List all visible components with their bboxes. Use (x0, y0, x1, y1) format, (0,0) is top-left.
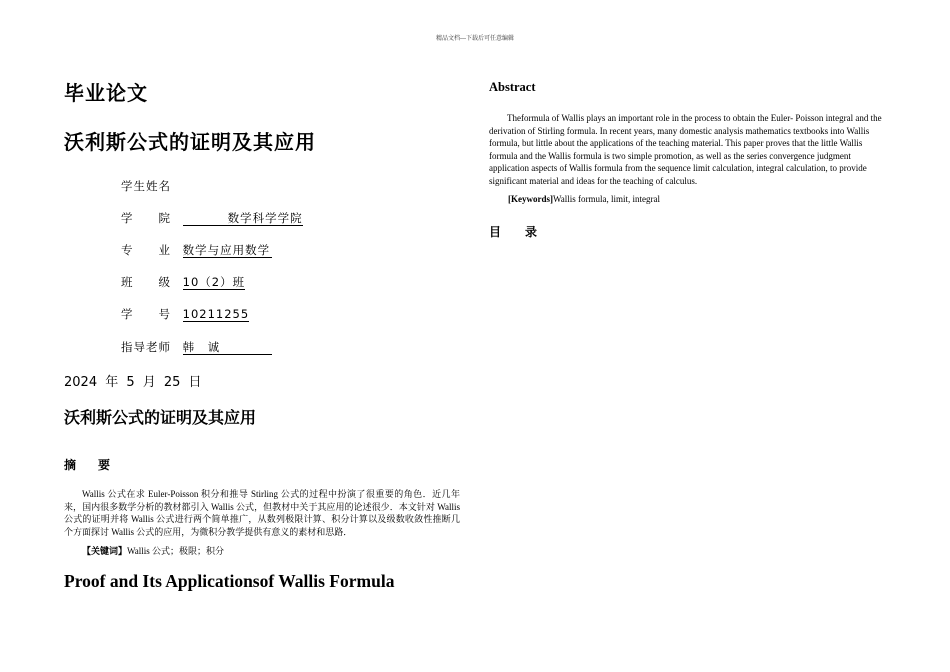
cn-keywords (82, 544, 224, 557)
student-id-label: 学 号 (121, 307, 171, 321)
toc-heading: 目 录 (489, 225, 538, 239)
header-note: 精品文档---下载后可任意编辑 (435, 35, 515, 42)
english-title: Proof and Its Applicationsof Wallis Formula (64, 571, 395, 591)
cn-keywords-label: 【关键词】 (82, 546, 128, 556)
advisor-label: 指导老师 (121, 340, 171, 354)
class-label: 班 级 (121, 275, 171, 289)
section-title: 沃利斯公式的证明及其应用 (64, 408, 257, 427)
cn-abstract-heading: 摘 要 (64, 458, 111, 472)
student-name-row (121, 178, 179, 194)
major-value: 数学与应用数学 (182, 243, 271, 257)
advisor-row (121, 339, 272, 355)
en-keywords-label: [Keywords] (508, 194, 553, 204)
en-keywords (508, 194, 660, 204)
thesis-title: 沃利斯公式的证明及其应用 (64, 130, 316, 154)
advisor-value: 韩 诚 (183, 341, 272, 355)
college-label: 学 院 (121, 211, 171, 225)
college-row (121, 210, 303, 226)
class-row (121, 274, 245, 290)
major-label: 专 业 (121, 243, 171, 257)
thesis-kind-title: 毕业论文 (64, 81, 148, 105)
student-name-label: 学生姓名 (121, 179, 171, 193)
class-value: 10（2）班 (182, 275, 246, 289)
cn-abstract-text: Wallis 公式在求 Euler-Poisson 积分和推导 Stirling 公式的过程中扮演了很重要的角色．近几年来，国内很多数学分析的教材都引入 Wallis 公式，但教材中关于其应用的论述很少．本文针对 Wallis 公式的证明并将 Wallis 公式进行两个简单推广，从数列极限计算、积分计算以及级数收敛性推断几个方面探讨 Wallis 公式的应用，为微积分教学提供有意义的素材和思路． (64, 489, 460, 537)
major-row (121, 242, 272, 258)
student-id-row (121, 306, 249, 322)
college-value: 数学科学学院 (183, 212, 303, 226)
date-line: 2024 年 5 月 25 日 (64, 375, 202, 390)
cn-keywords-text: Wallis 公式；极限；积分 (127, 546, 225, 556)
en-abstract-text: Theformula of Wallis plays an important role in the process to obtain the Euler- Poisson integral and the derivation of Stirling formula. In recent years, many domestic analysis mathematics textbooks into Wallis formula, but little about the applications of the teaching material. This paper proves that the little Wallis formula and the Wallis formula is two simple promotion, as well as the series convergence judgment application aspects of Wallis formula from the sequence limit calculation, integral calculation, to provide significant material and ideas for the teaching of calculus. (489, 113, 882, 186)
en-keywords-text: Wallis formula, limit, integral (553, 194, 661, 204)
student-id-value: 10211255 (182, 307, 250, 321)
en-abstract-heading: Abstract (489, 80, 536, 94)
